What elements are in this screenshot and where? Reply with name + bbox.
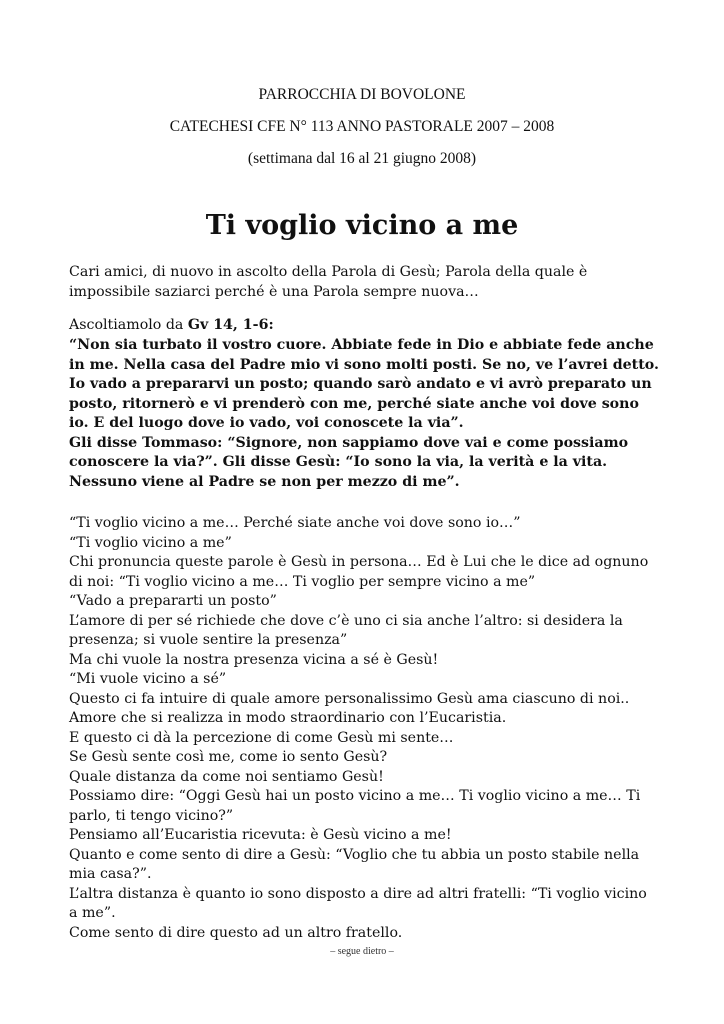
reflection-line: “Ti voglio vicino a me”: [69, 534, 232, 551]
reflection-line: Come sento di dire questo ad un altro fratello.: [69, 924, 403, 941]
reflection-line: Quale distanza da come noi sentiamo Gesù!: [69, 768, 384, 785]
reflection-line: Questo ci fa intuire di quale amore personalissimo Gesù ama ciascuno di noi..: [69, 690, 630, 707]
reflection-line: L’amore di per sé richiede che dove c’è uno ci sia anche l’altro: si desidera la presenza; si vuole sentire la presenza”: [69, 612, 623, 648]
gospel-paragraph: “Non sia turbato il vostro cuore. Abbiate fede in Dio e abbiate fede anche in me. Nella casa del Padre mio vi sono molti posti. Se no, ve l’avrei detto. Io vado a prepararvi un posto; quando sarò andato e vi avrò preparato un posto, ritornerò e vi prenderò con me, perché siate anche voi dove sono io. E del luogo dove io vado, voi conoscete la via”.: [69, 337, 659, 431]
reflection-line: Ma chi vuole la nostra presenza vicina a sé è Gesù!: [69, 651, 439, 668]
parish-name: PARROCCHIA DI BOVOLONE: [258, 86, 466, 103]
reflection-line: Amore che si realizza in modo straordinario con l’Eucaristia.: [69, 710, 507, 726]
reflection-line: Possiamo dire: “Oggi Gesù hai un posto vicino a me… Ti voglio vicino a me… Ti parlo, ti tengo vicino?”: [69, 788, 641, 824]
reflection-line: “Vado a prepararti un posto”: [69, 593, 277, 609]
reflection-line: Chi pronuncia queste parole è Gesù in persona… Ed è Lui che le dice ad ognuno di noi: “Ti voglio vicino a me… Ti voglio per sempre vicino a me”: [69, 554, 649, 590]
reflection-text: [69, 514, 659, 943]
gospel-paragraph: Gli disse Tommaso: “Signore, non sappiamo dove vai e come possiamo conoscere la via?”. Gli disse Gesù: “Io sono la via, la verità e la vita. Nessuno viene al Padre se non per mezzo di me”.: [69, 434, 629, 490]
gospel-reference: Gv 14, 1-6:: [187, 317, 274, 333]
continued-note: – segue dietro –: [330, 946, 394, 957]
catechesis-heading: CATECHESI CFE N° 113 ANNO PASTORALE 2007 – 2008: [169, 118, 555, 135]
reflection-line: E questo ci dà la percezione di come Gesù mi sente…: [69, 729, 454, 746]
page-title: Ti voglio vicino a me: [205, 210, 519, 241]
reflection-line: Pensiamo all’Eucaristia ricevuta: è Gesù vicino a me!: [69, 827, 452, 843]
reflection-line: “Mi vuole vicino a sé”: [69, 671, 227, 687]
week-dates: (settimana dal 16 al 21 giugno 2008): [247, 150, 477, 167]
reflection-line: Quanto e come sento di dire a Gesù: “Voglio che tu abbia un posto stabile nella mia casa?”.: [69, 846, 640, 882]
reflection-line: “Ti voglio vicino a me… Perché siate anche voi dove sono io…”: [69, 515, 521, 531]
reflection-line: L’altra distanza è quanto io sono disposto a dire ad altri fratelli: “Ti voglio vicino a me”.: [69, 885, 647, 921]
reflection-line: Se Gesù sente così me, come io sento Gesù?: [69, 749, 388, 765]
gospel-quote: [69, 336, 659, 492]
intro-paragraph: Cari amici, di nuovo in ascolto della Parola di Gesù; Parola della quale è impossibile saziarci perché è una Parola sempre nuova…: [69, 264, 588, 300]
listen-prefix: Ascoltiamolo da: [69, 317, 188, 333]
gospel-reference-line: [69, 316, 659, 336]
